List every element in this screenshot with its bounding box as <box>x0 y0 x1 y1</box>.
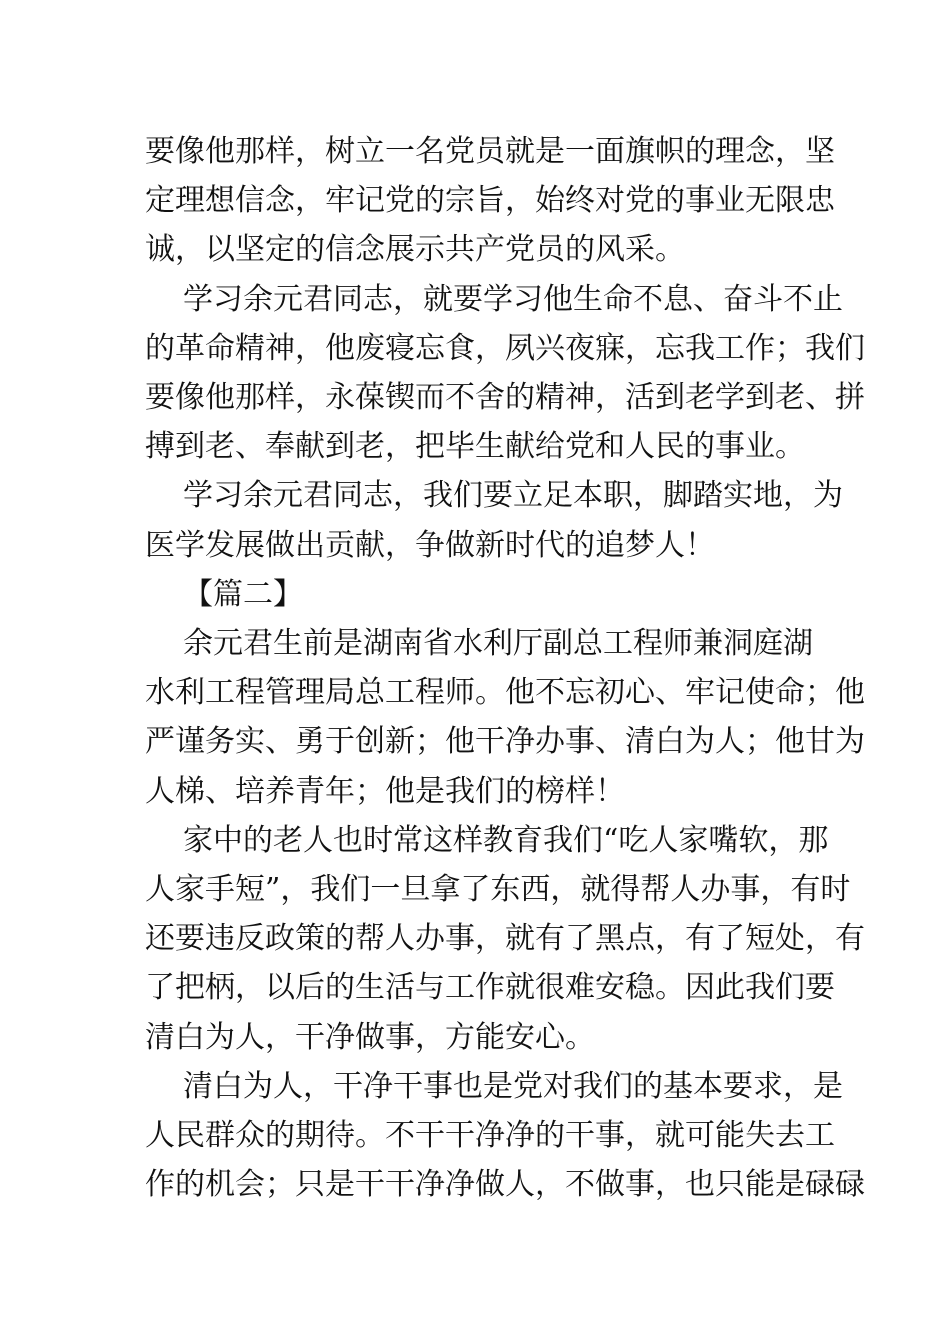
paragraph <box>145 471 843 569</box>
text-line: 学习余元君同志，就要学习他生命不息、奋斗不止 <box>183 281 843 317</box>
text-line: 人家手短”，我们一旦拿了东西，就得帮人办事，有时 <box>145 872 851 908</box>
text-line: 家中的老人也时常这样教育我们“吃人家嘴软，那 <box>183 822 829 858</box>
paragraph <box>145 275 865 472</box>
text-line: 人梯、培养青年；他是我们的榜样！ <box>145 773 625 809</box>
paragraph <box>145 1062 865 1210</box>
paragraph <box>145 127 835 275</box>
text-line: 搏到老、奉献到老，把毕生献给党和人民的事业。 <box>145 429 805 465</box>
section-heading-text: 【篇二】 <box>183 576 303 612</box>
text-line: 的革命精神，他废寝忘食，夙兴夜寐，忘我工作；我们 <box>145 330 865 366</box>
text-line: 要像他那样，树立一名党员就是一面旗帜的理念，坚 <box>145 134 835 169</box>
paragraph <box>145 816 865 1062</box>
text-line: 严谨务实、勇于创新；他干净办事、清白为人；他甘为 <box>145 724 865 760</box>
text-line: 定理想信念，牢记党的宗旨，始终对党的事业无限忠 <box>145 183 835 219</box>
text-line: 医学发展做出贡献，争做新时代的追梦人！ <box>145 527 715 563</box>
paragraph <box>145 619 865 816</box>
text-line: 水利工程管理局总工程师。他不忘初心、牢记使命；他 <box>145 675 865 711</box>
text-line: 人民群众的期待。不干干净净的干事，就可能失去工 <box>145 1118 835 1154</box>
text-line: 还要违反政策的帮人办事，就有了黑点，有了短处，有 <box>145 921 865 957</box>
section-heading <box>145 570 810 619</box>
text-line: 清白为人，干净干事也是党对我们的基本要求，是 <box>183 1068 843 1104</box>
document-body <box>145 127 865 1209</box>
text-line: 要像他那样，永葆锲而不舍的精神，活到老学到老、拼 <box>145 380 865 416</box>
text-line: 清白为人，干净做事，方能安心。 <box>145 1019 595 1055</box>
text-line: 诚，以坚定的信念展示共产党员的风采。 <box>145 232 685 268</box>
text-line: 了把柄，以后的生活与工作就很难安稳。因此我们要 <box>145 970 835 1006</box>
text-line: 学习余元君同志，我们要立足本职，脚踏实地，为 <box>183 478 843 514</box>
text-line: 作的机会；只是干干净净做人，不做事，也只能是碌碌 <box>145 1167 865 1203</box>
text-line: 余元君生前是湖南省水利厅副总工程师兼洞庭湖 <box>183 626 813 662</box>
